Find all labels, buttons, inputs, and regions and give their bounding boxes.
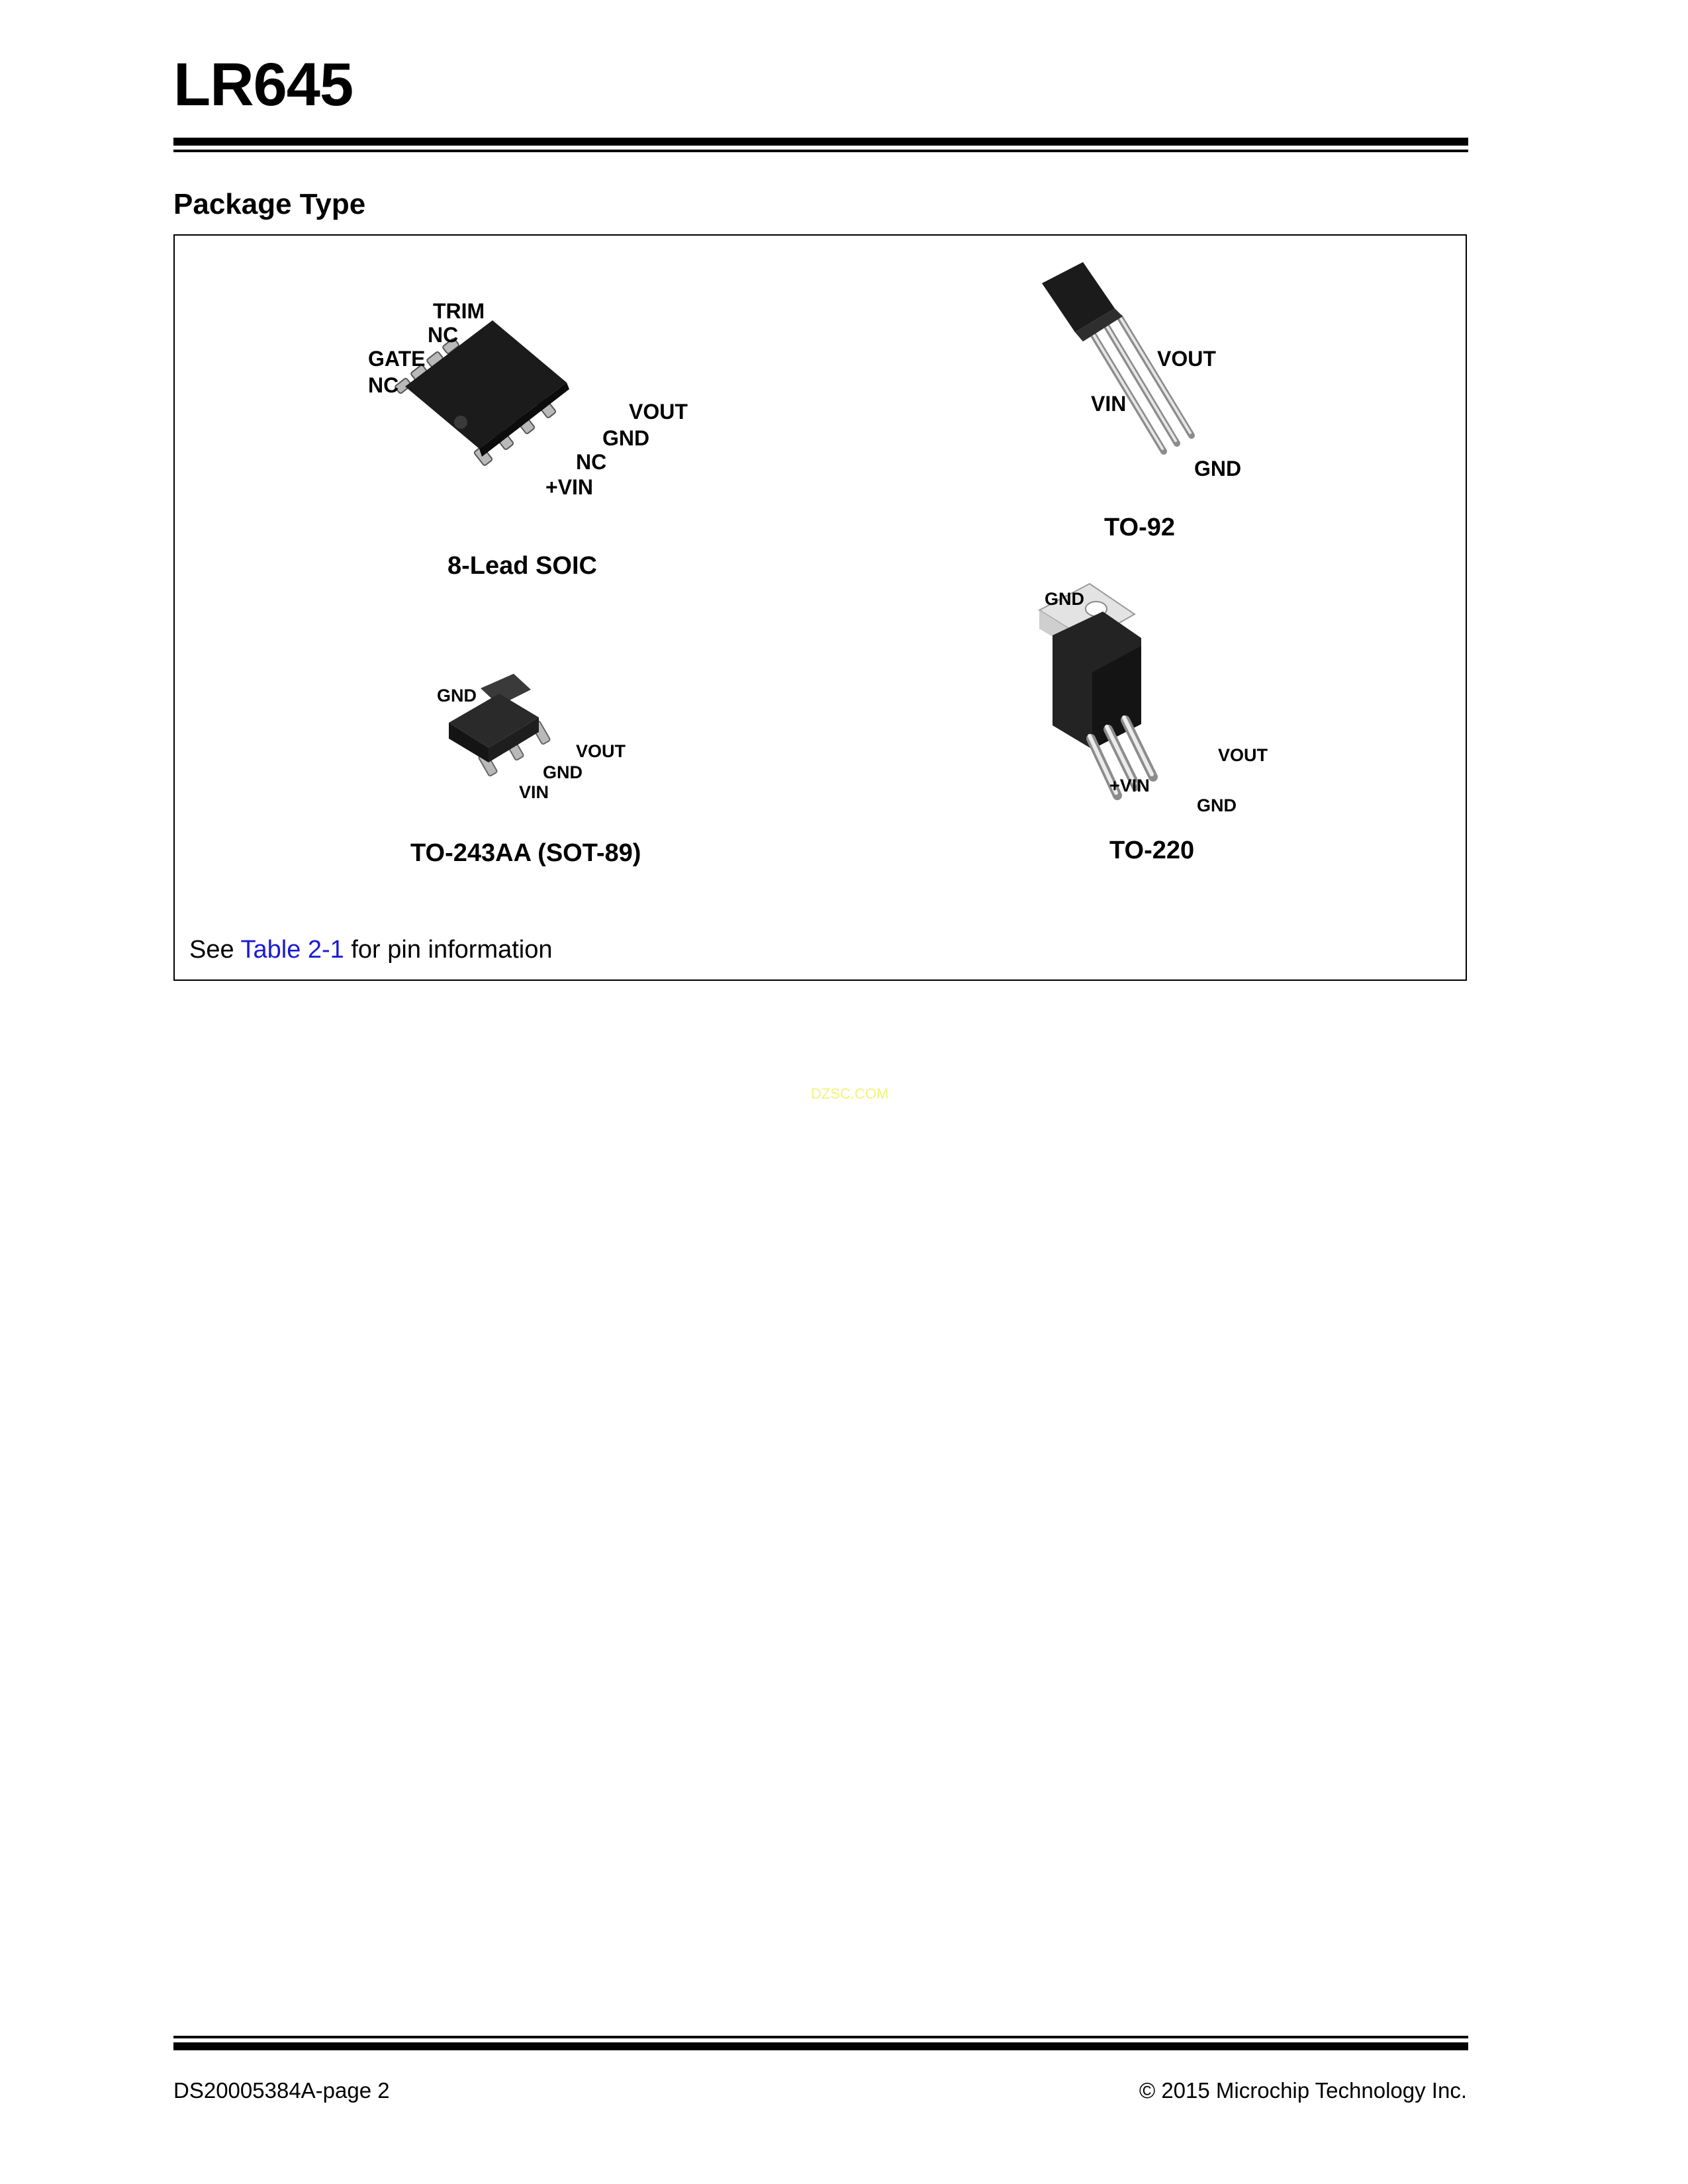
package-type-box: [173, 234, 1467, 981]
to220-pin-label-vout: VOUT: [1218, 745, 1268, 765]
note-prefix: See: [189, 936, 241, 964]
soic-pin-label-nc: NC: [576, 450, 607, 474]
soic-pin-label-vout: VOUT: [629, 400, 688, 424]
sot89-pin-label-gnd: GND: [543, 762, 583, 782]
footer-rule-thin: [173, 2036, 1468, 2038]
footer-rule-thick: [173, 2042, 1468, 2050]
sot89-caption: TO-243AA (SOT-89): [410, 839, 641, 867]
to220-pin-label-gnd-tab: GND: [1045, 589, 1084, 609]
sot89-pin-label-gnd-tab: GND: [437, 686, 477, 705]
to220-caption: TO-220: [1109, 837, 1195, 864]
sot89-pin-label-vout: VOUT: [576, 741, 626, 761]
table-2-1-link[interactable]: Table 2-1: [240, 936, 344, 964]
to92-pin-label-vin: VIN: [1091, 392, 1127, 416]
soic-pin-label-nc: NC: [368, 373, 399, 397]
soic-pin-label-vin: +VIN: [545, 475, 594, 499]
footer-doc-page: DS20005384A-page 2: [173, 2078, 390, 2103]
soic-caption: 8-Lead SOIC: [447, 552, 597, 580]
header-rule-thin: [173, 150, 1468, 152]
pin-info-note: [189, 936, 553, 964]
note-suffix: for pin information: [344, 936, 553, 964]
to92-caption: TO-92: [1104, 514, 1176, 541]
to220-pin-label-vin: +VIN: [1109, 776, 1150, 796]
header-rule-thick: [173, 138, 1468, 146]
soic-pin-label-gnd: GND: [602, 426, 650, 450]
to92-pin-label-gnd: GND: [1194, 457, 1242, 480]
to220-pin-label-gnd: GND: [1197, 796, 1237, 815]
soic-pin-label-gate: GATE: [368, 347, 426, 371]
watermark: DZSC.COM: [811, 1085, 889, 1102]
page-title: LR645: [173, 51, 353, 118]
soic-pin-label-nc: NC: [428, 323, 459, 347]
soic-pin-label-trim: TRIM: [433, 299, 485, 323]
section-heading: Package Type: [173, 188, 366, 220]
to220-package-image: [1039, 580, 1211, 805]
sot89-pin-label-vin: VIN: [519, 782, 549, 802]
to92-pin-label-vout: VOUT: [1157, 347, 1216, 371]
footer-copyright: © 2015 Microchip Technology Inc.: [1139, 2078, 1467, 2103]
